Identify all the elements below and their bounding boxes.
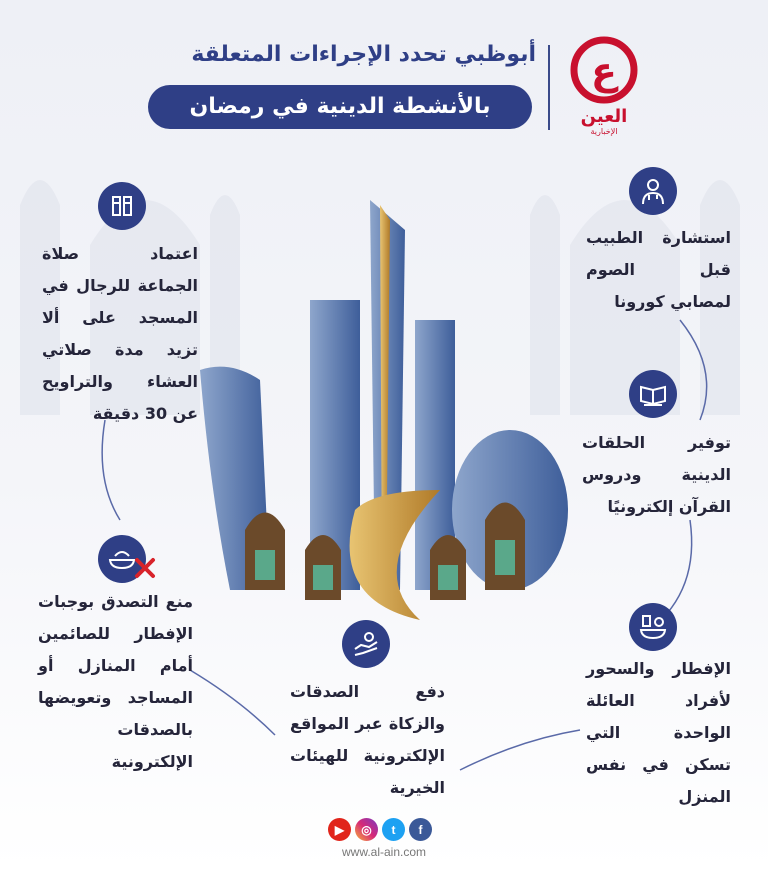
- al-ain-logo: [566, 36, 642, 136]
- charity-hand-icon: [342, 620, 390, 668]
- quran-book-icon: [629, 370, 677, 418]
- youtube-icon[interactable]: ▶: [328, 818, 351, 841]
- header: [0, 0, 768, 150]
- iftar-meal-icon: [629, 603, 677, 651]
- item-online-charity: [290, 676, 445, 804]
- social-icons: [328, 818, 432, 841]
- title-line-2: بالأنشطة الدينية في رمضان: [148, 85, 532, 129]
- prohibited-x-icon: [134, 557, 156, 579]
- instagram-icon[interactable]: ◎: [355, 818, 378, 841]
- doctor-icon: [629, 167, 677, 215]
- item-doctor-consultation: [586, 222, 731, 318]
- item-family-iftar: [586, 653, 731, 813]
- item-charity-text: دفع الصدقات والزكاة عبر المواقع الإلكترونية للهيئات الخيرية: [290, 682, 445, 797]
- item-quran-lessons: [582, 427, 731, 523]
- logo-glyph: ع: [591, 49, 617, 93]
- masked-worshippers-icon: [98, 182, 146, 230]
- facebook-icon[interactable]: f: [409, 818, 432, 841]
- logo-sub: الإخبارية: [590, 127, 618, 136]
- al-ain-logo-icon: [566, 36, 642, 136]
- title-line-1: أبوظبي تحدد الإجراءات المتعلقة: [191, 42, 536, 67]
- item-iftar-ban-text: منع التصدق بوجبات الإفطار للصائمين أمام المنازل أو المساجد وتعويضها بالصدقات الإلكترونية: [38, 592, 193, 771]
- twitter-icon[interactable]: t: [382, 818, 405, 841]
- item-quran-text: توفير الحلقات الدينية ودروس القرآن إلكترونيًا: [582, 433, 731, 516]
- item-iftar-ban: [38, 586, 193, 778]
- logo-name: العين: [580, 106, 628, 127]
- header-divider: [548, 45, 550, 130]
- item-doctor-text: استشارة الطبيب قبل الصوم لمصابي كورونا: [586, 228, 731, 311]
- item-family-text: الإفطار والسحور لأفراد العائلة الواحدة التي تسكن في نفس المنزل: [586, 659, 731, 806]
- item-congregational-prayer: [42, 238, 198, 430]
- website-url[interactable]: www.al-ain.com: [341, 845, 427, 859]
- abu-dhabi-skyline-illustration: [190, 190, 590, 620]
- item-prayer-text: اعتماد صلاة الجماعة للرجال في المسجد على ألا تزيد مدة صلاتي العشاء والتراويح عن 30 دقيقة: [42, 244, 198, 423]
